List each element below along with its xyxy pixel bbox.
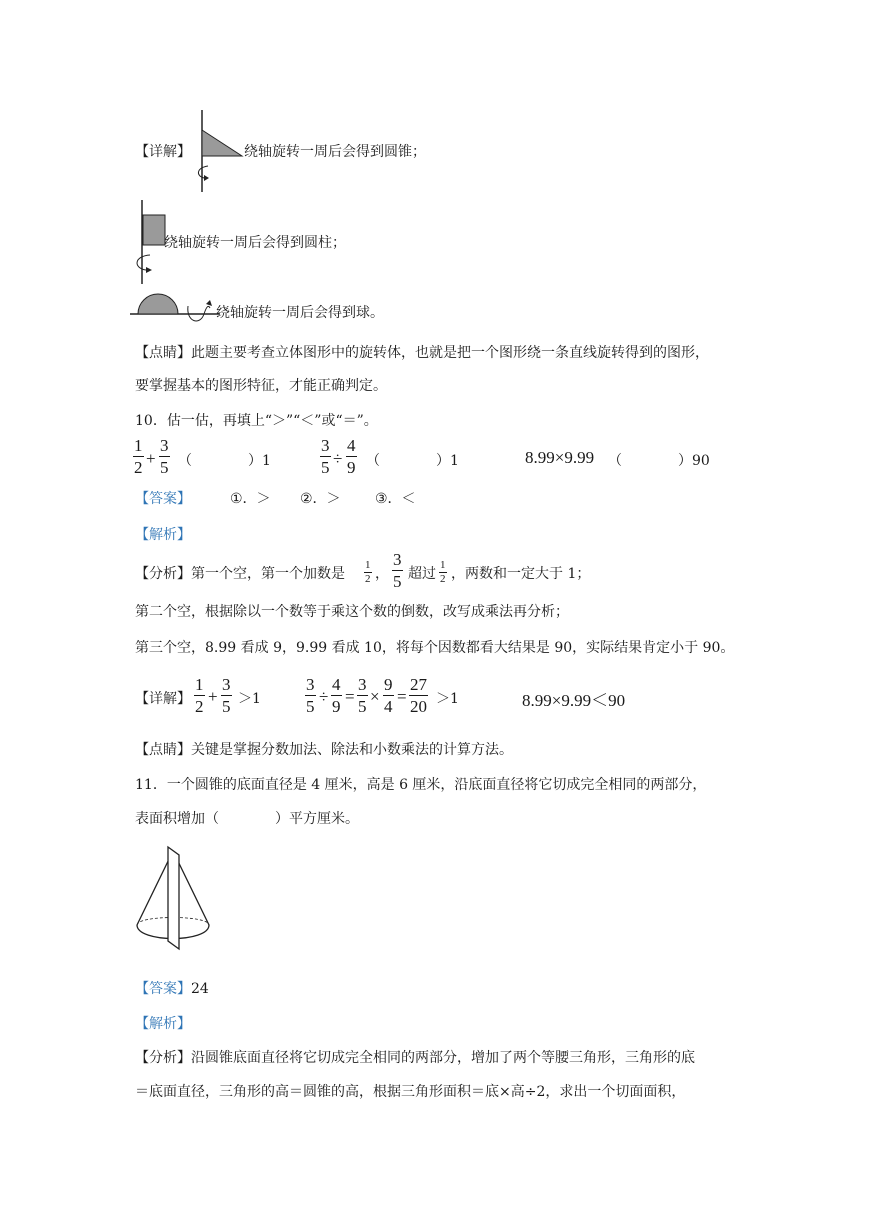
q10-d1-frac1: $\frac{1}{2}$ (195, 675, 204, 716)
semicircle-rotation-figure (130, 292, 220, 332)
q10-d2-op1: ÷ (319, 687, 329, 706)
q10-d2-frac5: $\frac{27}{20}$ (410, 675, 427, 716)
q11-fenxi-1 (135, 1047, 695, 1067)
q10-d2-op2: × (370, 687, 380, 706)
q10-d3: 8.99×9.99＜90 (522, 691, 626, 710)
q10-fenxi-half2: $\frac{1}{2}$ (440, 559, 446, 585)
cut-cone-figure (133, 845, 213, 955)
comment-line-2: 要掌握基本的图形特征，才能正确判定。 (135, 378, 387, 394)
q10-d1-tail: ＞1 (238, 691, 261, 707)
q10-expr1-frac2: $\frac{3}{5}$ (160, 436, 169, 477)
q10-fenxi-label: 【分析】 (135, 566, 191, 582)
q10-d2-frac4: $\frac{9}{4}$ (384, 675, 393, 716)
q10-analysis-label: 【解析】 (135, 527, 191, 543)
q11-line1: 11．一个圆锥的底面直径是 4 厘米，高是 6 厘米，沿底面直径将它切成完全相同的两部分， (135, 777, 707, 793)
q10-answer-2: ②．＞ (300, 491, 341, 507)
cone-text: 绕轴旋转一周后会得到圆锥； (244, 144, 426, 160)
q10-expr1-op: + (146, 449, 156, 468)
q10-expr2-frac2: $\frac{4}{9}$ (347, 436, 356, 477)
q10-expr1-frac1: $\frac{1}{2}$ (134, 436, 143, 477)
q10-expr2-frac1: $\frac{3}{5}$ (321, 436, 330, 477)
q10-fenxi-a: 第一个空，第一个加数是 (191, 566, 345, 582)
q10-comment-label: 【点睛】 (135, 742, 191, 758)
detail-label: 【详解】 (135, 144, 191, 160)
q11-line2: 表面积增加（ ）平方厘米。 (135, 811, 359, 827)
q11-answer-label: 【答案】 (135, 981, 191, 997)
q10-d2-tail: ＞1 (436, 691, 459, 707)
q10-detail-label: 【详解】 (135, 691, 191, 707)
q10-d2-frac1: $\frac{3}{5}$ (306, 675, 315, 716)
comment-block-1 (135, 342, 709, 362)
q10-question: 10．估一估，再填上“＞”“＜”或“＝”。 (135, 413, 378, 429)
q10-answer-label: 【答案】 (135, 491, 191, 507)
q11-answer-value: 24 (191, 981, 209, 997)
q10-line3: 第三个空，8.99 看成 9，9.99 看成 10，将每个因数都看大结果是 90，实际结果肯定小于 90。 (135, 640, 735, 656)
q10-d2-eq1: = (345, 687, 355, 706)
sphere-text: 绕轴旋转一周后会得到球。 (216, 305, 384, 321)
q10-expr2-blank: （ ）1 (366, 453, 459, 469)
q10-fenxi-c: ，两数和一定大于 1； (451, 566, 591, 582)
q10-fenxi-b: 超过 (408, 566, 436, 582)
q10-fenxi-frac: $\frac{3}{5}$ (393, 550, 402, 591)
q10-d2-frac2: $\frac{4}{9}$ (332, 675, 341, 716)
q10-answer-1: ①．＞ (230, 491, 271, 507)
q10-comment-text: 关键是掌握分数加法、除法和小数乘法的计算方法。 (191, 742, 513, 758)
comment-label: 【点睛】 (135, 345, 191, 361)
q10-d1-frac2: $\frac{3}{5}$ (222, 675, 231, 716)
q11-answer (135, 978, 209, 998)
q11-fenxi-label: 【分析】 (135, 1050, 191, 1066)
q10-answer-3: ③．＜ (375, 491, 416, 507)
q10-d2-frac3: $\frac{3}{5}$ (358, 675, 367, 716)
q10-comment (135, 739, 513, 759)
q10-expr1-blank: （ ）1 (178, 453, 271, 469)
q10-fenxi-comma: ， (375, 566, 389, 582)
q10-expr3: 8.99×9.99 (525, 448, 595, 467)
comment-line-1: 此题主要考查立体图形中的旋转体，也就是把一个图形绕一条直线旋转得到的图形， (191, 345, 709, 361)
q11-fenxi-text-1: 沿圆锥底面直径将它切成完全相同的两部分，增加了两个等腰三角形，三角形的底 (191, 1050, 695, 1066)
q10-expr3-blank: （ ）90 (608, 453, 710, 469)
q10-fenxi-half: $\frac{1}{2}$ (365, 559, 371, 585)
q10-line2: 第二个空，根据除以一个数等于乘这个数的倒数，改写成乘法再分析； (135, 604, 569, 620)
q10-fenxi-start (135, 563, 345, 583)
q10-d1-op: + (208, 687, 218, 706)
q10-d2-eq2: = (397, 687, 407, 706)
q11-analysis-label: 【解析】 (135, 1016, 191, 1032)
triangle-rotation-figure (192, 110, 247, 192)
q10-expr2-op: ÷ (333, 449, 343, 468)
q11-fenxi-2: ＝底面直径，三角形的高＝圆锥的高，根据三角形面积＝底×高÷2，求出一个切面面积， (135, 1084, 686, 1100)
cylinder-text: 绕轴旋转一周后会得到圆柱； (164, 235, 346, 251)
